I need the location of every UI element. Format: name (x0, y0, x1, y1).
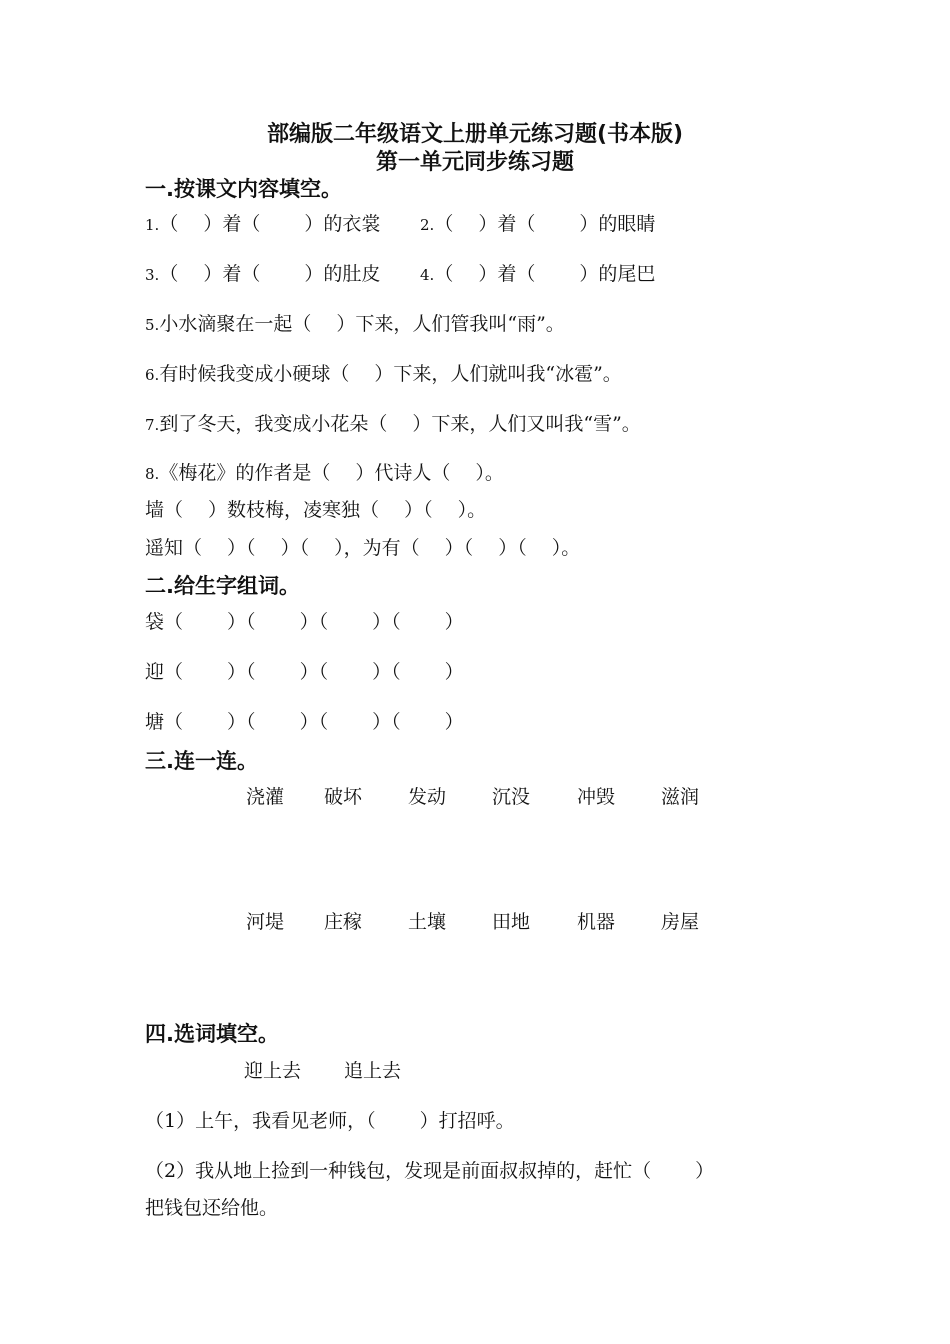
word-blanks: （ ）（ ）（ ）（ ） (164, 611, 464, 633)
section-2-heading: 二.给生字组词。 (145, 574, 300, 598)
fill-question-2-continued: 把钱包还给他。 (145, 1197, 279, 1219)
question-text: 到了冬天，我变成小花朵（ ）下来，人们又叫我“雪”。 (159, 413, 641, 435)
word-char: 袋 (145, 611, 165, 633)
match-word: 土壤 (408, 911, 447, 933)
question-text: （ ）着（ ）的眼睛 (434, 213, 656, 235)
question-number: 1. (145, 216, 160, 234)
question-7 (145, 412, 641, 437)
question-text: （ ）着（ ）的尾巴 (434, 263, 656, 285)
section-4-heading: 四.选词填空。 (145, 1022, 279, 1046)
match-word: 浇灌 (246, 786, 285, 808)
word-option: 追上去 (344, 1060, 402, 1082)
fill-question-2: （2）我从地上捡到一种钱包，发现是前面叔叔掉的，赶忙（ ） (145, 1160, 715, 1182)
poem-line-1: 墙（ ）数枝梅，凌寒独（ ）（ ）。 (145, 499, 487, 521)
word-option: 迎上去 (244, 1060, 302, 1082)
question-5 (145, 312, 565, 337)
word-char: 塘 (145, 711, 165, 733)
match-word: 发动 (408, 786, 447, 808)
word-row (145, 710, 464, 734)
question-1 (145, 212, 380, 237)
question-text: （ ）着（ ）的肚皮 (159, 263, 381, 285)
question-6 (145, 362, 622, 387)
question-number: 5. (145, 316, 160, 334)
section-1-heading: 一.按课文内容填空。 (145, 177, 342, 201)
match-word: 冲毁 (577, 786, 616, 808)
question-8 (145, 461, 504, 486)
match-word: 河堤 (246, 911, 285, 933)
word-row (145, 660, 464, 684)
question-number: 2. (420, 216, 435, 234)
question-text: 有时候我变成小硬球（ ）下来，人们就叫我“冰雹”。 (159, 363, 622, 385)
match-word: 房屋 (661, 911, 700, 933)
match-word: 机器 (577, 911, 616, 933)
word-blanks: （ ）（ ）（ ）（ ） (164, 661, 464, 683)
match-word: 沉没 (492, 786, 531, 808)
word-row (145, 610, 464, 634)
question-text: 《梅花》的作者是（ ）代诗人（ ）。 (159, 462, 504, 484)
question-3 (145, 262, 380, 287)
question-text: 小水滴聚在一起（ ）下来，人们管我叫“雨”。 (159, 313, 565, 335)
poem-line-2: 遥知（ ）（ ）（ ），为有（ ）（ ）（ ）。 (145, 537, 581, 559)
question-number: 7. (145, 416, 160, 434)
fill-question-1: （1）上午，我看见老师，（ ）打招呼。 (145, 1110, 515, 1132)
match-word: 庄稼 (324, 911, 363, 933)
section-3-heading: 三.连一连。 (145, 749, 258, 773)
question-2 (420, 212, 655, 237)
page-title: 部编版二年级语文上册单元练习题(书本版) (266, 122, 684, 147)
question-4 (420, 262, 655, 287)
page-subtitle: 第一单元同步练习题 (375, 150, 574, 175)
word-blanks: （ ）（ ）（ ）（ ） (164, 711, 464, 733)
question-number: 6. (145, 366, 160, 384)
question-text: （ ）着（ ）的衣裳 (159, 213, 381, 235)
match-word: 滋润 (661, 786, 700, 808)
word-char: 迎 (145, 661, 165, 683)
question-number: 8. (145, 465, 160, 483)
match-word: 破坏 (324, 786, 363, 808)
match-word: 田地 (492, 911, 531, 933)
question-number: 4. (420, 266, 435, 284)
question-number: 3. (145, 266, 160, 284)
